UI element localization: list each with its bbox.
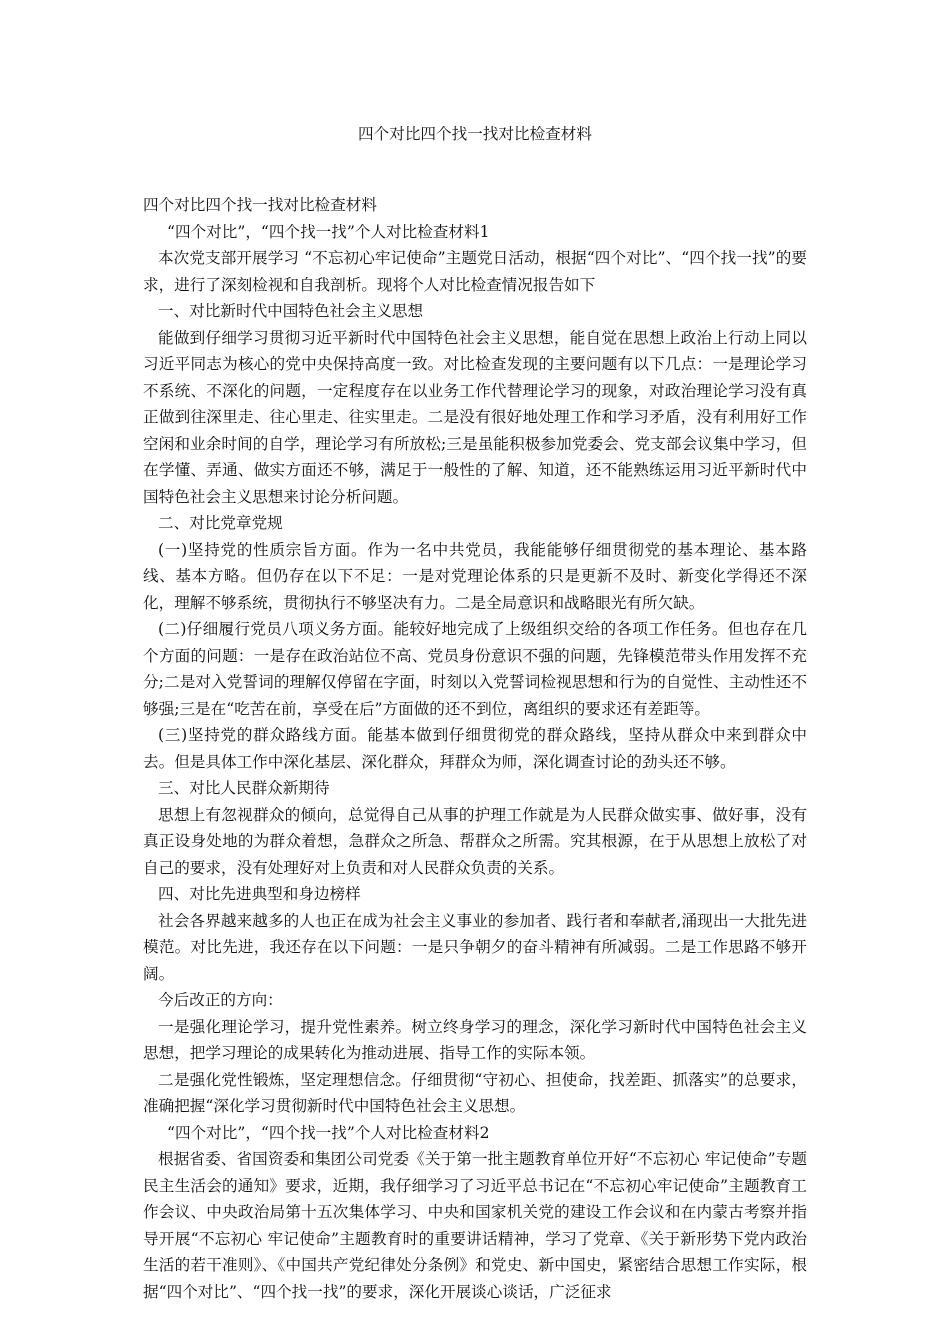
section-heading: “四个对比”，“四个找一找”个人对比检查材料2 — [167, 1123, 490, 1142]
paragraph: 社会各界越来越多的人也正在成为社会主义事业的参加者、践行者和奉献者,涌现出一大批先进模范。对比先进，我还存在以下问题：一是只争朝夕的奋斗精神有所减弱。二是工作思路不够开阔。 — [143, 911, 807, 983]
section-heading: 一、对比新时代中国特色社会主义思想 — [158, 302, 424, 320]
paragraph: 本次党支部开展学习 “不忘初心牢记使命”主题党日活动，根据“四个对比”、“四个找一找”的要求，进行了深刻检视和自我剖析。现将个人对比检查情况报告如下 — [143, 249, 807, 294]
paragraph: (一)坚持党的性质宗旨方面。作为一名中共党员，我能能够仔细贯彻党的基本理论、基本路线、基本方略。但仍存在以下不足：一是对党理论体系的只是更新不及时、新变化学得还不深化，理解不够系统，贯彻执行不够坚决有力。二是全局意识和战略眼光有所欠缺。 — [143, 540, 807, 612]
paragraph: 能做到仔细学习贯彻习近平新时代中国特色社会主义思想，能自觉在思想上政治上行动上同以习近平同志为核心的党中央保持高度一致。对比检查发现的主要问题有以下几点：一是理论学习不系统、不深化的问题，一定程度存在以业务工作代替理论学习的现象，对政治理论学习没有真正做到往深里走、往心里走、往实里走。二是没有很好地处理工作和学习矛盾，没有利用好工作空闲和业余时间的自学，理论学习有所放松;三是虽能积极参加党委会、党支部会议集中学习，但在学懂、弄通、做实方面还不够，满足于一般性的了解、知道，还不能熟练运用习近平新时代中国特色社会主义思想来讨论分析问题。 — [143, 328, 807, 506]
document-title: 四个对比四个找一找对比检查材料 — [358, 125, 592, 143]
paragraph: (二)仔细履行党员八项义务方面。能较好地完成了上级组织交给的各项工作任务。但也存在几个方面的问题：一是存在政治站位不高、党员身份意识不强的问题，先锋模范带头作用发挥不充分;二是对入党誓词的理解仅停留在字面，时刻以入党誓词检视思想和行为的自觉性、主动性还不够强;三是在“吃苦在前，享受在后”方面做的还不到位，离组织的要求还有差距等。 — [143, 620, 807, 718]
paragraph: 二是强化党性锻炼，坚定理想信念。仔细贯彻“守初心、担使命，找差距、抓落实”的总要求，准确把握“深化学习贯彻新时代中国特色社会主义思想。 — [143, 1070, 807, 1115]
section-heading: 二、对比党章党规 — [158, 514, 283, 532]
section-heading: 三、对比人民群众新期待 — [158, 779, 330, 797]
paragraph: 今后改正的方向： — [158, 991, 283, 1009]
section-heading: “四个对比”，“四个找一找”个人对比检查材料1 — [167, 222, 490, 241]
paragraph: 一是强化理论学习，提升党性素养。树立终身学习的理念，深化学习新时代中国特色社会主义思想，把学习理论的成果转化为推动进展、指导工作的实际本领。 — [143, 1017, 807, 1062]
paragraph: 根据省委、省国资委和集团公司党委《关于第一批主题教育单位开好“不忘初心 牢记使命”专题民主生活会的通知》要求，近期，我仔细学习了习近平总书记在“不忘初心牢记使命”主题教育工作会议、中央政治局第十五次集体学习、中央和国家机关党的建设工作会议和在内蒙古考察并指导开展“不忘初心 牢记使命”主题教育时的重要讲话精神，学习了党章、《关于新形势下党内政治生活的若干准则》、《中国共产党纪律处分条例》和党史、新中国史，紧密结合思想工作实际，根据“四个对比”、“四个找一找”的要求，深化开展谈心谈话，广泛征求 — [143, 1150, 807, 1301]
document-page — [143, 0, 807, 1305]
section-heading: 四、对比先进典型和身边榜样 — [158, 885, 361, 903]
document-body — [143, 192, 807, 1305]
paragraph: 思想上有忽视群众的倾向，总觉得自己从事的护理工作就是为人民群众做实事、做好事，没有真正设身处地的为群众着想，急群众之所急、帮群众之所需。究其根源，在于从思想上放松了对自己的要求，没有处理好对上负责和对人民群众负责的关系。 — [143, 805, 807, 877]
paragraph: (三)坚持党的群众路线方面。能基本做到仔细贯彻党的群众路线，坚持从群众中来到群众中去。但是具体工作中深化基层、深化群众，拜群众为师，深化调查讨论的劲头还不够。 — [143, 726, 807, 771]
paragraph: 四个对比四个找一找对比检查材料 — [143, 196, 377, 214]
